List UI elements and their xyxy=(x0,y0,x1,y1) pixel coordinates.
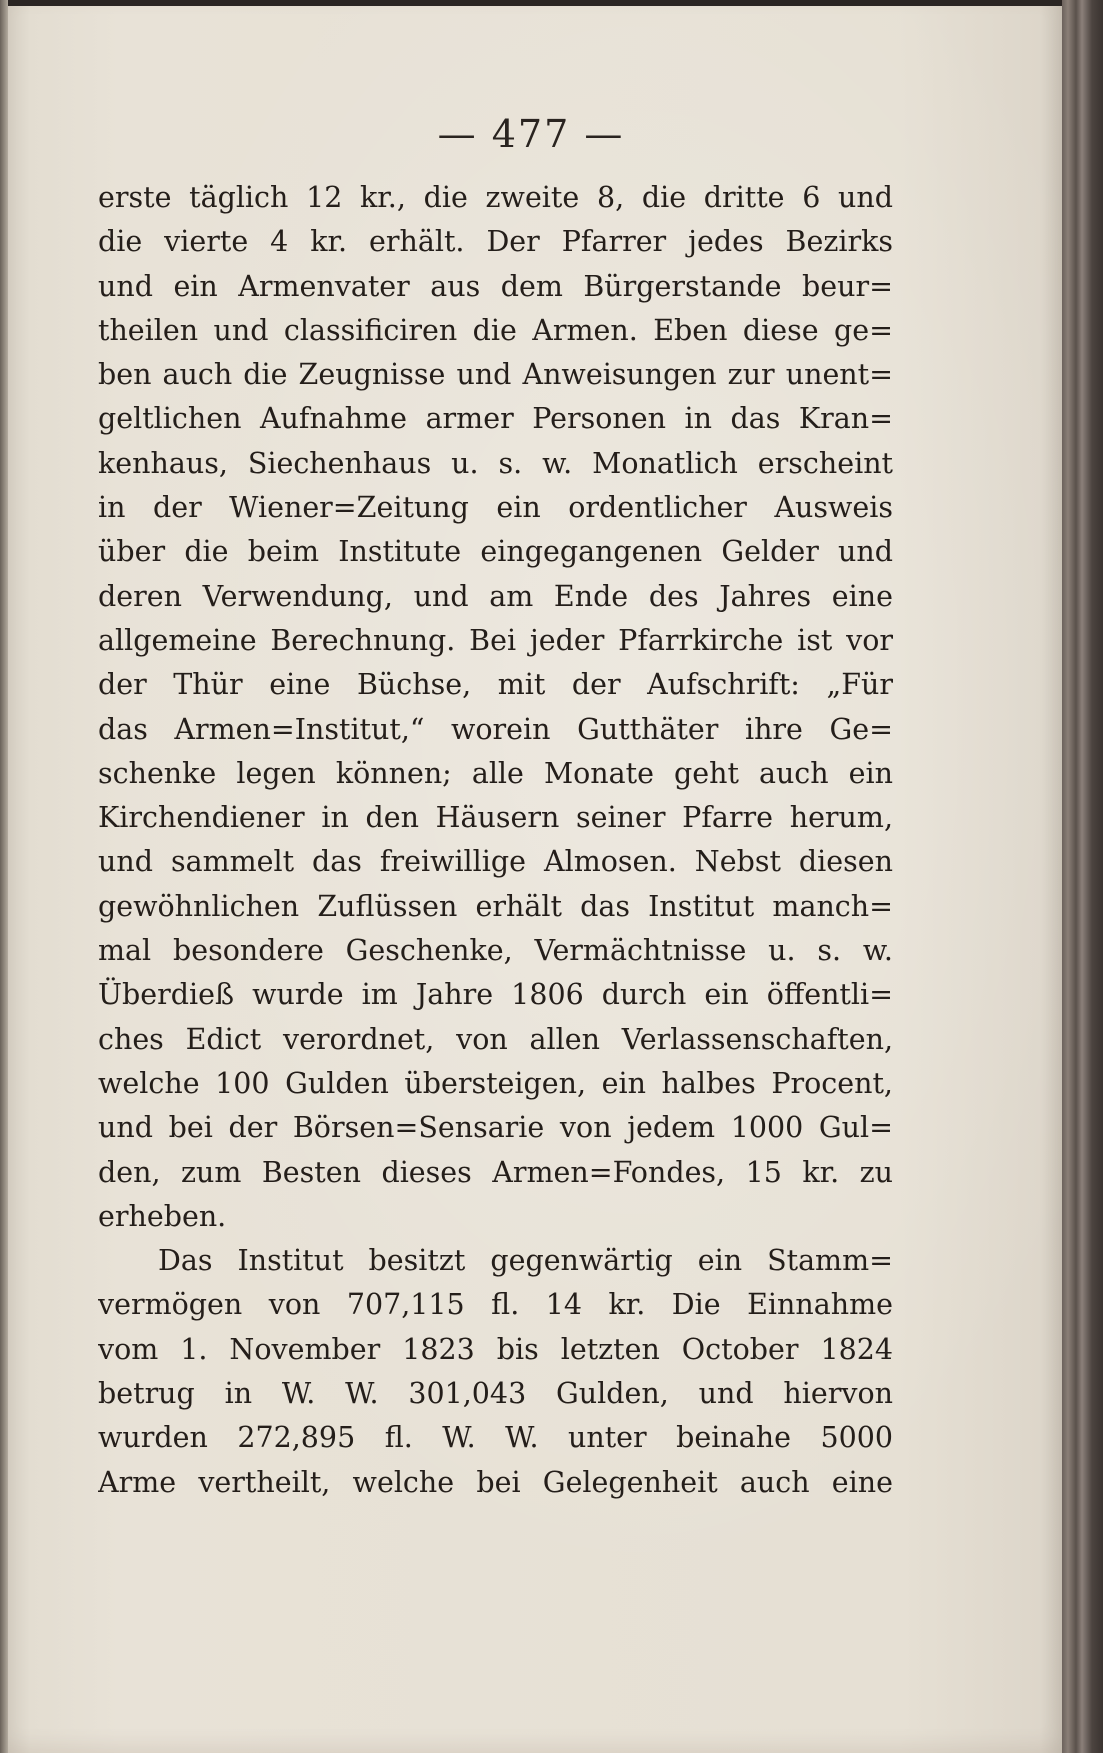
body-text xyxy=(98,176,893,1505)
text-line: das Armen=Institut,“ worein Gutthäter ihre Ge= xyxy=(98,712,893,746)
text-line: über die beim Institute eingegangenen Gelder und xyxy=(98,535,893,569)
text-line: theilen und classificiren die Armen. Eben diese ge= xyxy=(98,313,893,347)
text-line: Überdieß wurde im Jahre 1806 durch ein öffentli= xyxy=(98,978,893,1012)
text-line: den, zum Besten dieses Armen=Fondes, 15 kr. zu xyxy=(98,1155,893,1189)
page-number: — 477 — xyxy=(437,112,625,156)
text-line: schenke legen können; alle Monate geht auch ein xyxy=(98,756,893,790)
text-line: und sammelt das freiwillige Almosen. Nebst diesen xyxy=(98,845,893,879)
text-line: kenhaus, Siechenhaus u. s. w. Monatlich erscheint xyxy=(98,446,893,480)
text-line: wurden 272,895 fl. W. W. unter beinahe 5000 xyxy=(98,1421,893,1455)
paragraph-2 xyxy=(98,1239,893,1505)
text-line: vom 1. November 1823 bis letzten October 1824 xyxy=(98,1332,893,1366)
text-line: vermögen von 707,115 fl. 14 kr. Die Einnahme xyxy=(98,1288,893,1322)
text-line: welche 100 Gulden übersteigen, ein halbes Procent, xyxy=(98,1066,893,1100)
text-line: Arme vertheilt, welche bei Gelegenheit auch eine xyxy=(98,1465,893,1499)
paragraph-1 xyxy=(98,176,893,1239)
text-line: deren Verwendung, und am Ende des Jahres eine xyxy=(98,579,893,613)
text-line: ches Edict verordnet, von allen Verlassenschaften, xyxy=(98,1022,893,1056)
text-line: der Thür eine Büchse, mit der Aufschrift: „Für xyxy=(98,668,893,702)
text-line: erheben. xyxy=(98,1199,227,1233)
text-line: erste täglich 12 kr., die zweite 8, die dritte 6 und xyxy=(98,181,893,214)
text-line: und ein Armenvater aus dem Bürgerstande beur= xyxy=(98,269,893,303)
text-line: und bei der Börsen=Sensarie von jedem 1000 Gul= xyxy=(98,1111,893,1145)
text-line: in der Wiener=Zeitung ein ordentlicher Ausweis xyxy=(98,491,893,525)
text-line: die vierte 4 kr. erhält. Der Pfarrer jedes Bezirks xyxy=(98,225,893,259)
left-page-edge xyxy=(0,0,8,1753)
text-line: gewöhnlichen Zuflüssen erhält das Institut manch= xyxy=(98,889,893,923)
text-line: geltlichen Aufnahme armer Personen in das Kran= xyxy=(98,402,893,436)
text-line: mal besondere Geschenke, Vermächtnisse u. s. w. xyxy=(98,934,893,968)
text-line: betrug in W. W. 301,043 Gulden, und hiervon xyxy=(98,1377,893,1411)
text-line: ben auch die Zeugnisse und Anweisungen zur unent= xyxy=(98,358,893,392)
text-line: Das Institut besitzt gegenwärtig ein Stamm= xyxy=(158,1244,893,1278)
book-page-stack-edge xyxy=(1062,0,1103,1753)
text-line: allgemeine Berechnung. Bei jeder Pfarrkirche ist vor xyxy=(98,623,893,657)
text-line: Kirchendiener in den Häusern seiner Pfarre herum, xyxy=(98,801,893,835)
